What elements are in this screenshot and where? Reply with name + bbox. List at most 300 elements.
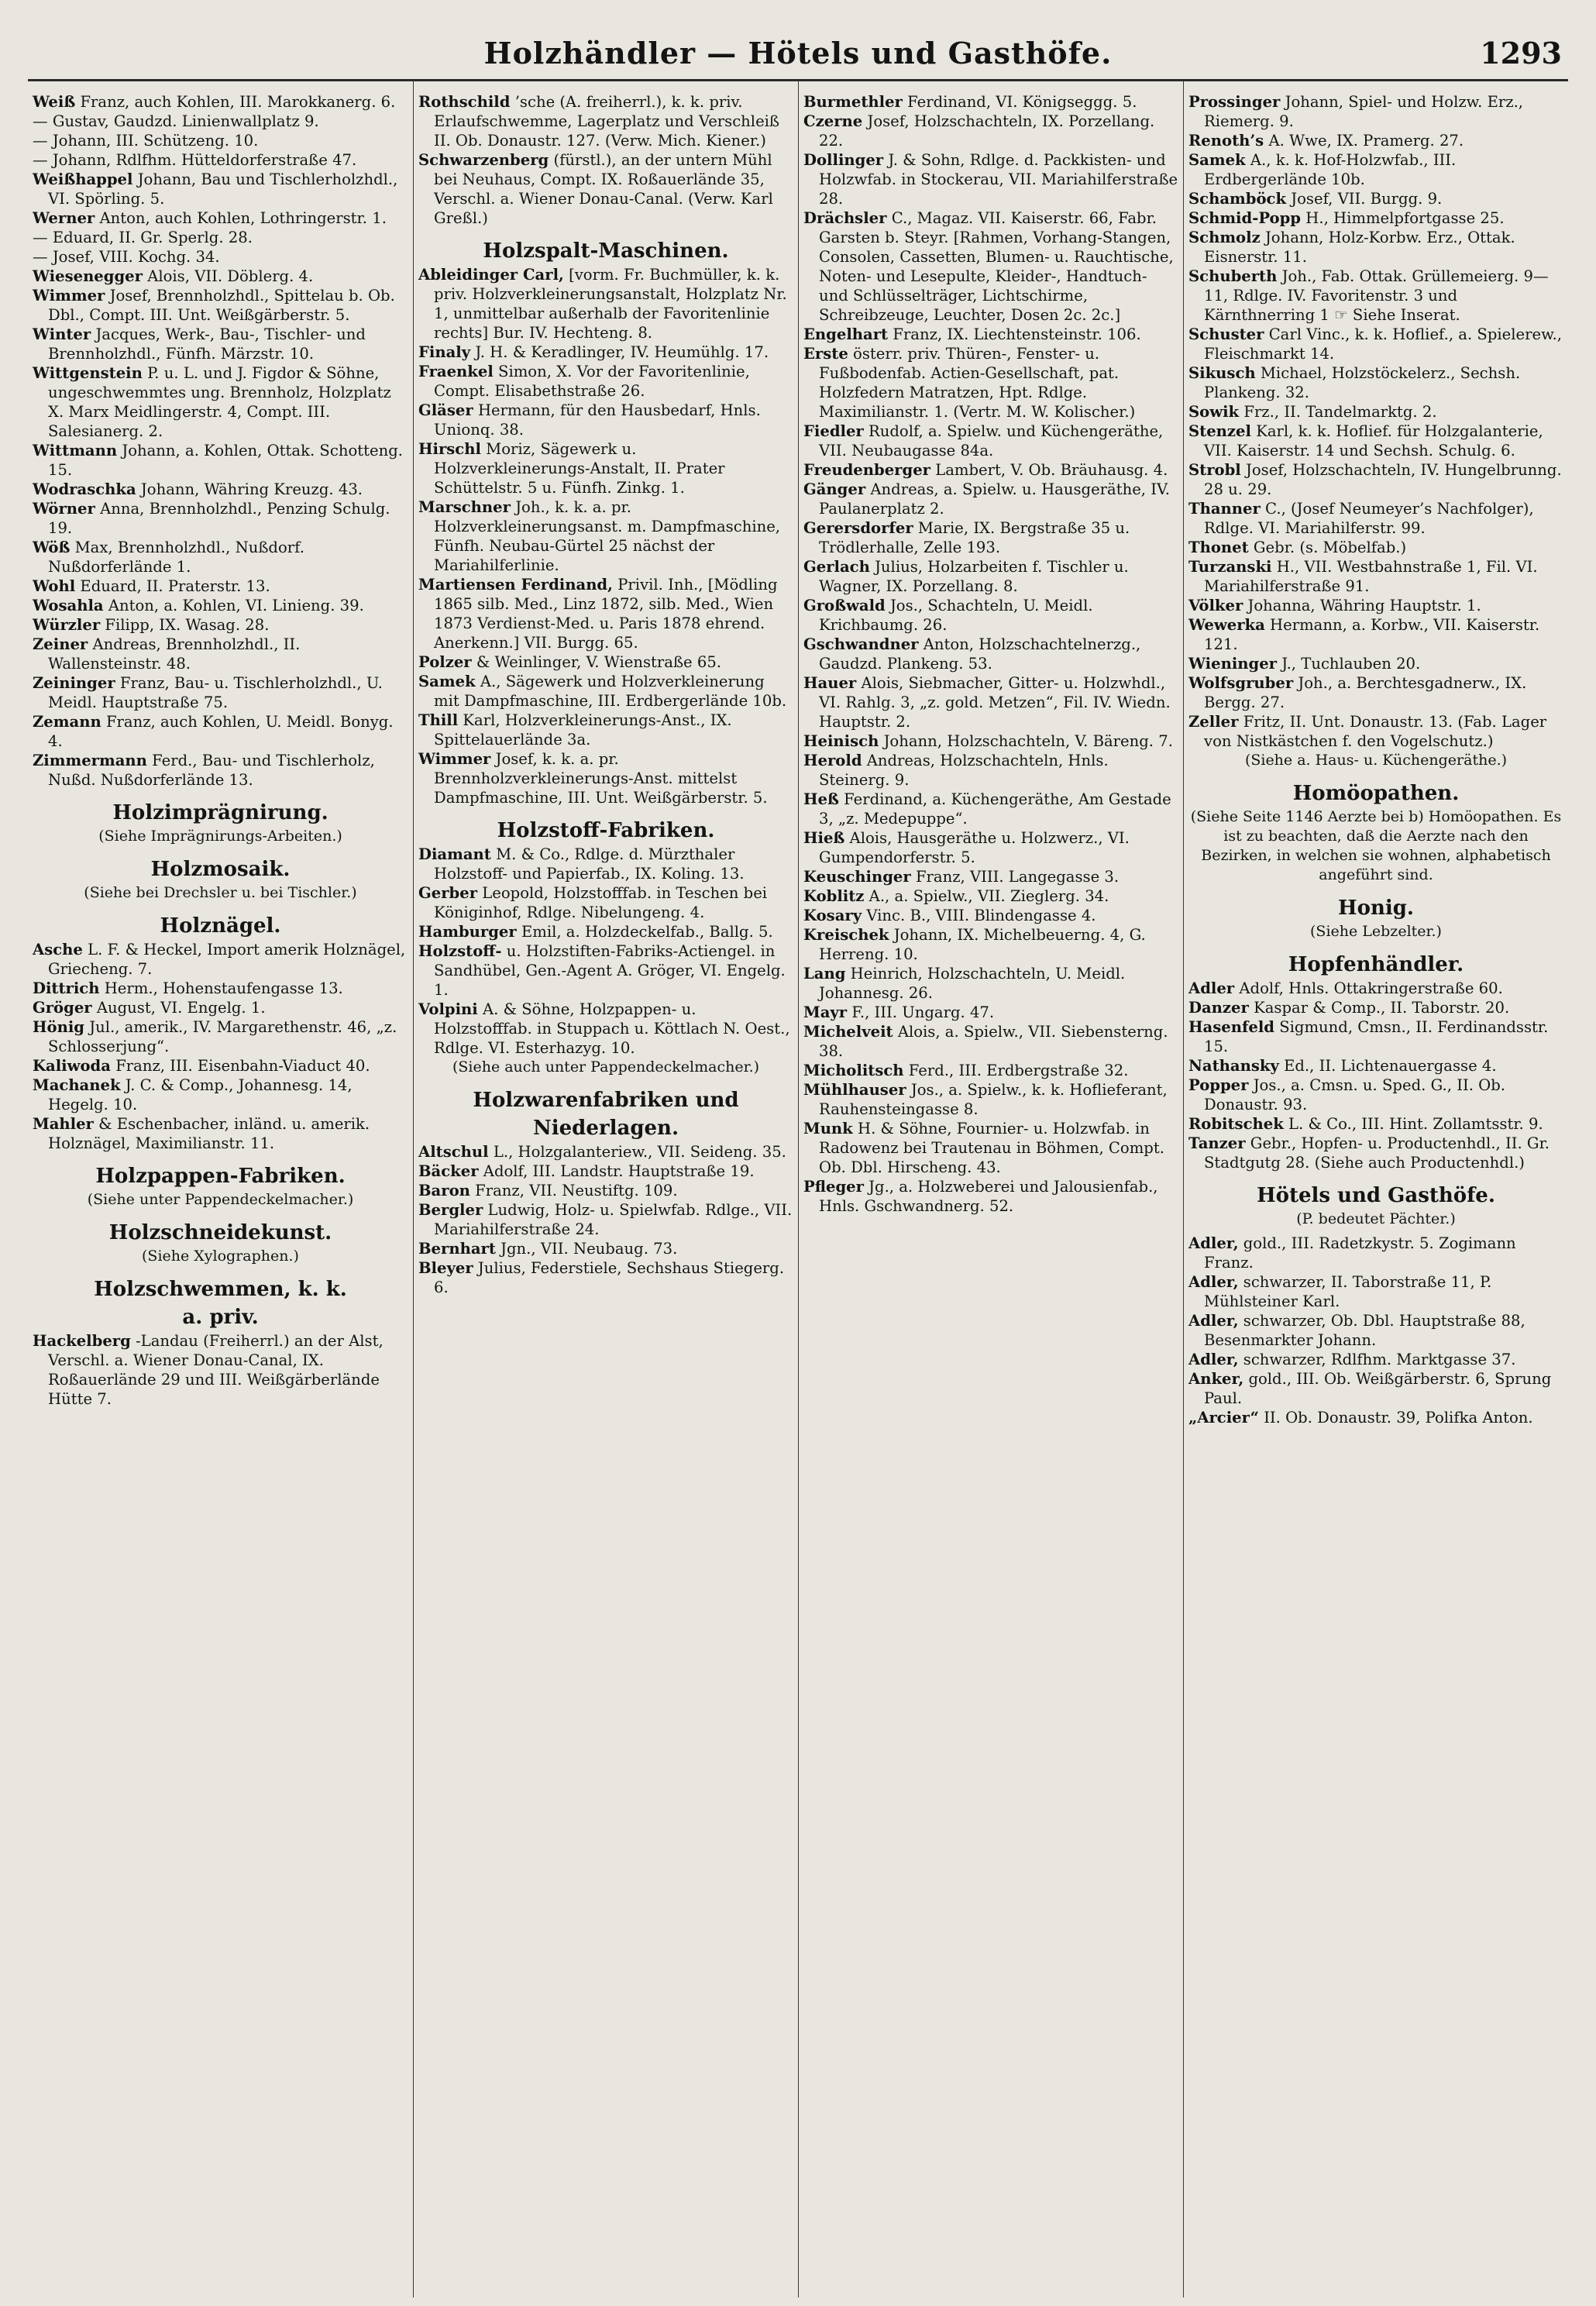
section-note: (Siehe Seite 1146 Aerzte bei b) Homöopathen. Es ist zu beachten, daß die Aerzte nach den Bezirken, in welchen sie wohnen, alphabetisch angeführt sind. <box>1190 808 1562 883</box>
column-4 <box>1183 81 1568 2297</box>
entry-text: Johann, Bau und Tischlerholzhdl., VI. Spörling. 5. <box>48 170 398 208</box>
entry-text: Jul., amerik., IV. Margarethenstr. 46, „z. Schlosserjung“. <box>48 1018 397 1055</box>
entry-text: Johanna, Währing Hauptstr. 1. <box>1247 597 1481 614</box>
directory-entry <box>1188 422 1563 460</box>
entry-name: Adler <box>1188 979 1235 997</box>
directory-entry <box>418 150 793 228</box>
directory-entry <box>418 265 793 342</box>
entry-text: Vinc. B., VIII. Blindengasse 4. <box>866 907 1096 924</box>
entry-name: Gröger <box>33 999 92 1017</box>
entry-name: Wiesenegger <box>33 267 143 285</box>
entry-name: Gänger <box>803 480 866 498</box>
section-note: (Siehe auch unter Pappendeckelmacher.) <box>452 1058 760 1076</box>
entry-name: Wörner <box>33 500 95 518</box>
entry-name: Finaly <box>418 343 471 361</box>
entry-text: Franz, VIII. Langegasse 3. <box>915 868 1120 886</box>
directory-entry <box>33 1114 408 1153</box>
directory-entry <box>418 1239 793 1258</box>
section-heading: Holzimprägnirung. <box>112 801 328 824</box>
entry-text: Karl, Holzverkleinerungs-Anst., IX. Spittelauerlände 3a. <box>434 711 732 749</box>
entry-name: Hirschl <box>418 440 481 458</box>
directory-entry <box>33 615 408 635</box>
directory-entry <box>33 712 408 751</box>
entry-text: — Josef, VIII. Kochg. 34. <box>33 248 220 266</box>
section-heading: Holzpappen-Fabriken. <box>95 1165 346 1188</box>
directory-entry <box>33 286 408 325</box>
entry-name: Wimmer <box>418 750 491 768</box>
directory-entry <box>418 1000 793 1058</box>
directory-entry <box>418 1162 793 1181</box>
directory-entry <box>33 150 408 170</box>
entry-name: Erste <box>803 345 848 363</box>
entry-text: ’sche (A. freiherrl.), k. k. priv. Erlaufschwemme, Lagerplatz und Verschleiß II. Ob. Donaustr. 127. (Verw. Mich. Kiener.) <box>434 93 780 150</box>
entry-name: Holzstoff- <box>418 942 502 960</box>
directory-entry <box>418 883 793 922</box>
directory-entry <box>33 940 408 979</box>
entry-text: Joh., Fab. Ottak. Grüllemeierg. 9—11, Rdlge. IV. Favoritenstr. 3 und Kärnthnerring 1 ☞ Siehe Inserat. <box>1204 267 1549 324</box>
entry-text: schwarzer, Rdlfhm. Marktgasse 37. <box>1243 1351 1516 1368</box>
directory-entry <box>33 1017 408 1056</box>
directory-entry <box>33 673 408 712</box>
directory-entry <box>1188 189 1563 208</box>
entry-text: Anton, a. Kohlen, VI. Linieng. 39. <box>108 597 364 614</box>
entry-text: M. & Co., Rdlge. d. Mürzthaler Holzstoff- und Papierfab., IX. Koling. 13. <box>434 845 745 883</box>
entry-name: Kosary <box>803 907 862 924</box>
directory-entry <box>418 845 793 883</box>
entry-text: A., k. k. Hof-Holzwfab., III. Erdbergerlände 10b. <box>1204 151 1457 188</box>
directory-entry <box>1188 979 1563 998</box>
directory-entry <box>418 1142 793 1162</box>
entry-name: Gschwandner <box>803 635 919 653</box>
entry-name: Baron <box>418 1182 470 1199</box>
entry-text: Andreas, Brennholzhdl., II. Wallensteinstr. 48. <box>48 635 301 673</box>
section-heading: Honig. <box>1338 897 1414 920</box>
directory-entry <box>33 1076 408 1114</box>
entry-name: Tanzer <box>1188 1134 1246 1152</box>
entry-name: Wewerka <box>1188 616 1265 634</box>
directory-entry <box>1188 92 1563 131</box>
entry-name: Werner <box>33 209 95 227</box>
entry-name: Zemann <box>33 713 101 731</box>
directory-entry <box>803 150 1178 208</box>
entry-name: Engelhart <box>803 325 889 343</box>
entry-name: „Arcier“ <box>1188 1409 1259 1427</box>
entry-name: Czerne <box>803 112 863 130</box>
entry-text: Jos., Schachteln, U. Meidl. Krichbaumg. 26. <box>819 597 1093 634</box>
entry-name: Bleyer <box>418 1259 473 1277</box>
directory-entry <box>418 1200 793 1239</box>
section-note: (Siehe Xylographen.) <box>142 1248 299 1265</box>
directory-entry <box>418 1181 793 1200</box>
entry-name: Diamant <box>418 845 491 863</box>
entry-name: Schuster <box>1188 325 1264 343</box>
entry-text: H., Himmelpfortgasse 25. <box>1305 209 1505 227</box>
entry-text: Joh., a. Berchtesgadnerw., IX. Bergg. 27. <box>1204 674 1527 711</box>
entry-name: Völker <box>1188 597 1243 614</box>
directory-entry <box>803 867 1178 886</box>
entry-name: Strobl <box>1188 461 1241 479</box>
entry-text: Anna, Brennholzhdl., Penzing Schulg. 19. <box>48 500 390 537</box>
directory-entry <box>1188 654 1563 673</box>
entry-name: Bäcker <box>418 1162 479 1180</box>
entry-name: Adler, <box>1188 1351 1239 1368</box>
entry-text: Ludwig, Holz- u. Spielwfab. Rdlge., VII. Mariahilferstraße 24. <box>434 1201 793 1238</box>
entry-text: Ferdinand, VI. Königseggg. 5. <box>907 93 1137 111</box>
entry-name: Turzanski <box>1188 558 1272 576</box>
directory-entry <box>418 652 793 672</box>
entry-name: Dittrich <box>33 979 100 997</box>
directory-entry <box>803 208 1178 325</box>
entry-text: Michael, Holzstöckelerz., Sechsh. Plankeng. 32. <box>1204 364 1521 401</box>
entry-name: Wöß <box>33 539 71 556</box>
entry-text: Alois, a. Spielw., VII. Siebensterng. 38. <box>819 1023 1168 1060</box>
entry-text: Johann, Holz-Korbw. Erz., Ottak. Eisnerstr. 11. <box>1204 229 1515 266</box>
entry-text: L. & Co., III. Hint. Zollamtsstr. 9. <box>1288 1115 1543 1133</box>
entry-name: Anker, <box>1188 1370 1244 1388</box>
directory-entry <box>418 575 793 652</box>
entry-text: -Landau (Freiherrl.) an der Alst, Verschl. a. Wiener Donau-Canal, IX. Roßauerlände 29 und III. Weißgärberlände Hütte 7. <box>48 1332 384 1408</box>
directory-entry <box>33 247 408 267</box>
entry-text: Jg., a. Holzweberei und Jalousienfab., Hnls. Gschwandnerg. 52. <box>819 1178 1158 1215</box>
entry-name: Gerlach <box>803 558 870 576</box>
entry-name: Asche <box>33 941 83 959</box>
entry-name: Zeininger <box>33 674 115 692</box>
entry-name: Hamburger <box>418 923 517 941</box>
columns-container <box>28 81 1568 2297</box>
entry-text: Leopold, Holzstofffab. in Teschen bei Königinhof, Rdlge. Nibelungeng. 4. <box>434 884 768 921</box>
directory-entry <box>418 401 793 439</box>
section-note: (Siehe Imprägnirungs-Arbeiten.) <box>98 828 342 845</box>
section-heading: Homöopathen. <box>1292 782 1460 805</box>
entry-text: — Johann, Rdlfhm. Hütteldorferstraße 47. <box>33 151 357 169</box>
section-heading: Holzmosaik. <box>150 858 291 881</box>
entry-name: Wosahla <box>33 597 104 614</box>
entry-name: Thonet <box>1188 539 1249 556</box>
entry-text: Carl Vinc., k. k. Hoflief., a. Spielerew., Fleischmarkt 14. <box>1204 325 1562 363</box>
directory-entry <box>33 1056 408 1076</box>
directory-entry <box>1188 1134 1563 1172</box>
entry-name: Weiß <box>33 93 76 111</box>
column-2 <box>413 81 798 2297</box>
directory-entry <box>33 228 408 247</box>
entry-text: Andreas, Holzschachteln, Hnls. Steinerg. 9. <box>819 752 1109 789</box>
entry-text: Julius, Holzarbeiten f. Tischler u. Wagner, IX. Porzellang. 8. <box>819 558 1129 595</box>
entry-name: Stenzel <box>1188 422 1251 440</box>
entry-text: Moriz, Sägewerk u. Holzverkleinerungs-Anstalt, II. Prater Schüttelstr. 5 u. Fünfh. Zinkg. 1. <box>434 440 725 497</box>
entry-name: Popper <box>1188 1076 1249 1094</box>
entry-name: Nathansky <box>1188 1057 1279 1075</box>
entry-name: Mühlhauser <box>803 1081 906 1099</box>
directory-entry <box>1188 712 1563 751</box>
entry-text: C., (Josef Neumeyer’s Nachfolger), Rdlge. VI. Mariahilferstr. 99. <box>1204 500 1534 537</box>
entry-name: Schmid-Popp <box>1188 209 1302 227</box>
directory-entry <box>1188 1350 1563 1369</box>
entry-text: & Eschenbacher, inländ. u. amerik. Holznägel, Maximilianstr. 11. <box>48 1115 370 1152</box>
entry-text: Franz, auch Kohlen, U. Meidl. Bonyg. 4. <box>48 713 394 750</box>
directory-entry <box>33 112 408 131</box>
directory-entry <box>33 267 408 286</box>
directory-entry <box>33 538 408 576</box>
directory-entry <box>418 711 793 749</box>
entry-text: A. & Söhne, Holzpappen- u. Holzstofffab. in Stuppach u. Köttlach N. Oest., Rdlge. VI. Esterhazyg. 10. <box>434 1000 790 1057</box>
entry-text: Max, Brennholzhdl., Nußdorf. Nußdorferlände 1. <box>48 539 304 576</box>
entry-text: A., a. Spielw., VII. Zieglerg. 34. <box>869 887 1109 905</box>
entry-text: Johann, Holzschachteln, V. Bäreng. 7. <box>883 732 1173 750</box>
entry-name: Sikusch <box>1188 364 1256 382</box>
entry-name: Prossinger <box>1188 93 1281 111</box>
directory-entry <box>803 557 1178 596</box>
entry-name: Bernhart <box>418 1240 496 1258</box>
directory-entry <box>803 731 1178 751</box>
page-number: 1293 <box>1480 36 1562 71</box>
entry-name: Bergler <box>418 1201 483 1219</box>
directory-entry <box>418 92 793 150</box>
directory-entry <box>803 828 1178 867</box>
directory-entry <box>33 1331 408 1409</box>
entry-name: Mahler <box>33 1115 94 1133</box>
directory-entry <box>1188 131 1563 150</box>
entry-name: Wieninger <box>1188 655 1277 673</box>
directory-entry <box>1188 673 1563 712</box>
directory-entry <box>1188 208 1563 228</box>
entry-text: Fritz, II. Unt. Donaustr. 13. (Fab. Lager von Nistkästchen f. den Vogelschutz.) <box>1204 713 1547 750</box>
directory-entry <box>1188 557 1563 596</box>
entry-name: Sowik <box>1188 403 1240 421</box>
entry-text: L. F. & Heckel, Import amerik Holznägel, Griecheng. 7. <box>48 941 406 978</box>
directory-entry <box>803 344 1178 422</box>
directory-entry <box>803 964 1178 1003</box>
entry-name: Renoth’s <box>1188 132 1264 150</box>
entry-name: Hönig <box>33 1018 84 1036</box>
entry-name: Hauer <box>803 674 857 692</box>
entry-text: & Weinlinger, V. Wienstraße 65. <box>476 653 722 671</box>
directory-entry <box>803 751 1178 790</box>
directory-entry <box>33 131 408 150</box>
entry-text: Josef, Holzschachteln, IX. Porzellang. 22. <box>819 112 1155 150</box>
entry-name: Thill <box>418 711 459 729</box>
entry-text: H., VII. Westbahnstraße 1, Fil. VI. Mariahilferstraße 91. <box>1204 558 1538 595</box>
directory-entry <box>1188 150 1563 189</box>
entry-text: A., Sägewerk und Holzverkleinerung mit Dampfmaschine, III. Erdbergerlände 10b. <box>434 673 787 710</box>
entry-text: Jos., a. Spielw., k. k. Hoflieferant, Rauhensteingasse 8. <box>819 1081 1168 1118</box>
directory-entry <box>803 112 1178 150</box>
section-note: (P. bedeutet Pächter.) <box>1296 1210 1456 1227</box>
entry-text: A. Wwe, IX. Pramerg. 27. <box>1268 132 1464 150</box>
entry-name: Martiensen Ferdinand, <box>418 576 613 594</box>
entry-text: Josef, Holzschachteln, IV. Hungelbrunng. 28 u. 29. <box>1204 461 1562 498</box>
section-heading: Holzschneidekunst. <box>108 1221 332 1244</box>
entry-text: Alois, Hausgeräthe u. Holzwerz., VI. Gumpendorferstr. 5. <box>819 829 1130 866</box>
section-heading: Holzschwemmen, k. k. a. priv. <box>94 1278 347 1329</box>
directory-entry <box>803 635 1178 673</box>
directory-entry <box>803 596 1178 635</box>
entry-name: Polzer <box>418 653 472 671</box>
entry-name: Gerber <box>418 884 478 902</box>
directory-entry <box>33 441 408 480</box>
directory-entry <box>33 325 408 363</box>
directory-entry <box>1188 499 1563 538</box>
entry-name: Wittmann <box>33 442 118 459</box>
directory-entry <box>418 941 793 1000</box>
entry-name: Thanner <box>1188 500 1261 518</box>
page-header <box>28 36 1568 81</box>
directory-entry <box>1188 1017 1563 1056</box>
entry-name: Zeller <box>1188 713 1239 731</box>
directory-entry <box>418 749 793 807</box>
entry-name: Schwarzenberg <box>418 151 549 169</box>
entry-text: J. C. & Comp., Johannesg. 14, Hegelg. 10. <box>48 1076 353 1113</box>
entry-text: F., III. Ungarg. 47. <box>851 1003 995 1021</box>
directory-entry <box>1188 1114 1563 1134</box>
entry-text: Herm., Hohenstaufengasse 13. <box>104 979 343 997</box>
directory-entry <box>418 497 793 575</box>
entry-name: Samek <box>418 673 476 690</box>
entry-name: Weißhappel <box>33 170 133 188</box>
directory-entry <box>1188 460 1563 499</box>
directory-entry <box>1188 1408 1563 1427</box>
entry-text: Ed., II. Lichtenauergasse 4. <box>1284 1057 1497 1075</box>
entry-text: Franz, IX. Liechtensteinstr. 106. <box>893 325 1141 343</box>
entry-name: Zimmermann <box>33 752 147 769</box>
page-title: Holzhändler — Hötels und Gasthöfe. <box>483 36 1113 71</box>
entry-name: Fraenkel <box>418 363 494 380</box>
entry-text: Heinrich, Holzschachteln, U. Meidl. Johannesg. 26. <box>819 965 1126 1002</box>
entry-text: Alois, VII. Döblerg. 4. <box>147 267 314 285</box>
entry-text: Simon, X. Vor der Favoritenlinie, Compt. Elisabethstraße 26. <box>434 363 750 400</box>
directory-entry <box>33 208 408 228</box>
directory-entry <box>1188 1076 1563 1114</box>
directory-entry <box>1188 267 1563 325</box>
directory-entry <box>418 1258 793 1297</box>
entry-name: Heß <box>803 790 839 808</box>
column-3 <box>798 81 1183 2297</box>
section-heading: Hopfenhändler. <box>1288 953 1464 976</box>
directory-entry <box>1188 1311 1563 1350</box>
directory-entry <box>418 362 793 401</box>
entry-text: Eduard, II. Praterstr. 13. <box>80 577 270 595</box>
directory-entry <box>803 325 1178 344</box>
directory-entry <box>33 170 408 208</box>
entry-name: Wolfsgruber <box>1188 674 1294 692</box>
entry-text: P. u. L. und J. Figdor & Söhne, ungeschwemmtes ung. Brennholz, Holzplatz X. Marx Meidlingerstr. 4, Compt. III. Salesianerg. 2. <box>48 364 391 440</box>
entry-text: u. Holzstiften-Fabriks-Actiengel. in Sandhübel, Gen.-Agent A. Gröger, VI. Engelg. 1. <box>434 942 786 999</box>
entry-text: gold., III. Radetzkystr. 5. Zogimann Franz. <box>1204 1234 1516 1272</box>
directory-entry <box>33 751 408 790</box>
directory-entry <box>418 922 793 941</box>
section-note: (Siehe Lebzelter.) <box>1310 923 1442 940</box>
directory-entry <box>803 1003 1178 1022</box>
entry-name: Volpini <box>418 1000 478 1018</box>
directory-entry <box>803 1080 1178 1119</box>
entry-name: Altschul <box>418 1143 489 1161</box>
entry-text: (fürstl.), an der untern Mühl bei Neuhaus, Compt. IX. Roßauerlände 35, Verschl. a. Wiener Donau-Canal. (Verw. Karl Greßl.) <box>434 151 773 227</box>
entry-text: Ferd., III. Erdbergstraße 32. <box>908 1062 1129 1079</box>
entry-name: Machanek <box>33 1076 121 1094</box>
entry-text: J., Tuchlauben 20. <box>1281 655 1421 673</box>
entry-text: Gebr., Hopfen- u. Productenhdl., II. Gr. Stadtgutg 28. (Siehe auch Productenhdl.) <box>1204 1134 1550 1172</box>
directory-entry <box>1188 1056 1563 1076</box>
entry-text: L., Holzgalanteriew., VII. Seideng. 35. <box>493 1143 786 1161</box>
entry-name: Wittgenstein <box>33 364 143 382</box>
directory-entry <box>1188 363 1563 402</box>
entry-name: Fiedler <box>803 422 864 440</box>
directory-entry <box>1188 1234 1563 1272</box>
directory-entry <box>1188 615 1563 654</box>
entry-text: J. & Sohn, Rdlge. d. Packkisten- und Holzwfab. in Stockerau, VII. Mariahilferstraße 28. <box>819 151 1178 208</box>
entry-name: Heinisch <box>803 732 879 750</box>
entry-text: — Gustav, Gaudzd. Linienwallplatz 9. <box>33 112 319 130</box>
directory-entry <box>33 979 408 998</box>
entry-text: Jos., a. Cmsn. u. Sped. G., II. Ob. Donaustr. 93. <box>1204 1076 1505 1113</box>
directory-entry <box>803 1177 1178 1216</box>
section-note: (Siehe unter Pappendeckelmacher.) <box>87 1191 354 1208</box>
directory-entry <box>418 672 793 711</box>
entry-text: Franz, auch Kohlen, III. Marokkanerg. 6. <box>80 93 396 111</box>
entry-text: Sigmund, Cmsn., II. Ferdinandsstr. 15. <box>1204 1018 1549 1055</box>
entry-text: Johann, a. Kohlen, Ottak. Schotteng. 15. <box>48 442 403 479</box>
directory-entry <box>1188 1272 1563 1311</box>
entry-text: Franz, VII. Neustiftg. 109. <box>475 1182 678 1199</box>
directory-entry <box>803 422 1178 460</box>
entry-text: Josef, k. k. a. pr. Brennholzverkleinerungs-Anst. mittelst Dampfmaschine, III. Unt. Weißgärberstr. 5. <box>434 750 768 807</box>
entry-text: schwarzer, Ob. Dbl. Hauptstraße 88, Besenmarkter Johann. <box>1204 1312 1525 1349</box>
entry-text: Kaspar & Comp., II. Taborstr. 20. <box>1254 999 1510 1017</box>
directory-entry <box>33 998 408 1017</box>
directory-entry <box>803 1119 1178 1177</box>
entry-text: Jacques, Werk-, Bau-, Tischler- und Brennholzhdl., Fünfh. Märzstr. 10. <box>48 325 366 363</box>
directory-entry <box>803 790 1178 828</box>
section-heading: Hötels und Gasthöfe. <box>1257 1184 1495 1207</box>
entry-name: Kaliwoda <box>33 1057 111 1075</box>
entry-name: Marschner <box>418 498 511 516</box>
entry-name: Danzer <box>1188 999 1249 1017</box>
entry-text: Frz., II. Tandelmarktg. 2. <box>1243 403 1437 421</box>
entry-name: Koblitz <box>803 887 865 905</box>
section-heading: Holzspalt-Maschinen. <box>483 239 729 263</box>
entry-name: Keuschinger <box>803 868 911 886</box>
entry-name: Burmethler <box>803 93 903 111</box>
entry-name: Adler, <box>1188 1273 1239 1291</box>
entry-text: Franz, III. Eisenbahn-Viaduct 40. <box>115 1057 370 1075</box>
entry-text: [vorm. Fr. Buchmüller, k. k. priv. Holzverkleinerungsanstalt, Holzplatz Nr. 1, unmittelbar außerhalb der Favoritenlinie rechts] Bur. IV. Hechteng. 8. <box>434 266 787 342</box>
entry-text: Johann, Spiel- und Holzw. Erz., Riemerg. 9. <box>1204 93 1524 130</box>
entry-text: J. H. & Keradlinger, IV. Heumühlg. 17. <box>475 343 769 361</box>
entry-text: C., Magaz. VII. Kaiserstr. 66, Fabr. Garsten b. Steyr. [Rahmen, Vorhang-Stangen, Consolen, Cassetten, Blumen- u. Rauchtische, Noten- und Lesepulte, Kleider-, Handtuch- und Schlüsselträger, Lichtschirme, Schreibzeuge, Leuchter, Dosen 2c. 2c.] <box>819 209 1174 324</box>
entry-name: Rothschild <box>418 93 511 111</box>
directory-entry <box>803 925 1178 964</box>
entry-name: Micholitsch <box>803 1062 904 1079</box>
entry-text: Jgn., VII. Neubaug. 73. <box>500 1240 678 1258</box>
column-1 <box>28 81 413 2297</box>
entry-text: II. Ob. Donaustr. 39, Polifka Anton. <box>1264 1409 1533 1427</box>
entry-text: Adolf, Hnls. Ottakringerstraße 60. <box>1239 979 1503 997</box>
directory-entry <box>33 480 408 499</box>
entry-text: Emil, a. Holzdeckelfab., Ballg. 5. <box>521 923 773 941</box>
entry-text: Hermann, a. Korbw., VII. Kaiserstr. 121. <box>1204 616 1540 653</box>
directory-entry <box>418 439 793 497</box>
directory-entry <box>803 480 1178 518</box>
entry-text: Adolf, III. Landstr. Hauptstraße 19. <box>483 1162 755 1180</box>
entry-name: Schamböck <box>1188 190 1287 208</box>
entry-text: Filipp, IX. Wasag. 28. <box>105 616 270 634</box>
entry-name: Wohl <box>33 577 76 595</box>
entry-name: Samek <box>1188 151 1246 169</box>
entry-name: Robitschek <box>1188 1115 1284 1133</box>
entry-text: H. & Söhne, Fournier- u. Holzwfab. in Radowenz bei Trautenau in Böhmen, Compt. Ob. Dbl. Hirscheng. 43. <box>819 1120 1164 1176</box>
entry-text: Hermann, für den Hausbedarf, Hnls. Unionq. 38. <box>434 401 761 439</box>
entry-text: Johann, Währing Kreuzg. 43. <box>140 480 363 498</box>
directory-entry <box>1188 1369 1563 1408</box>
